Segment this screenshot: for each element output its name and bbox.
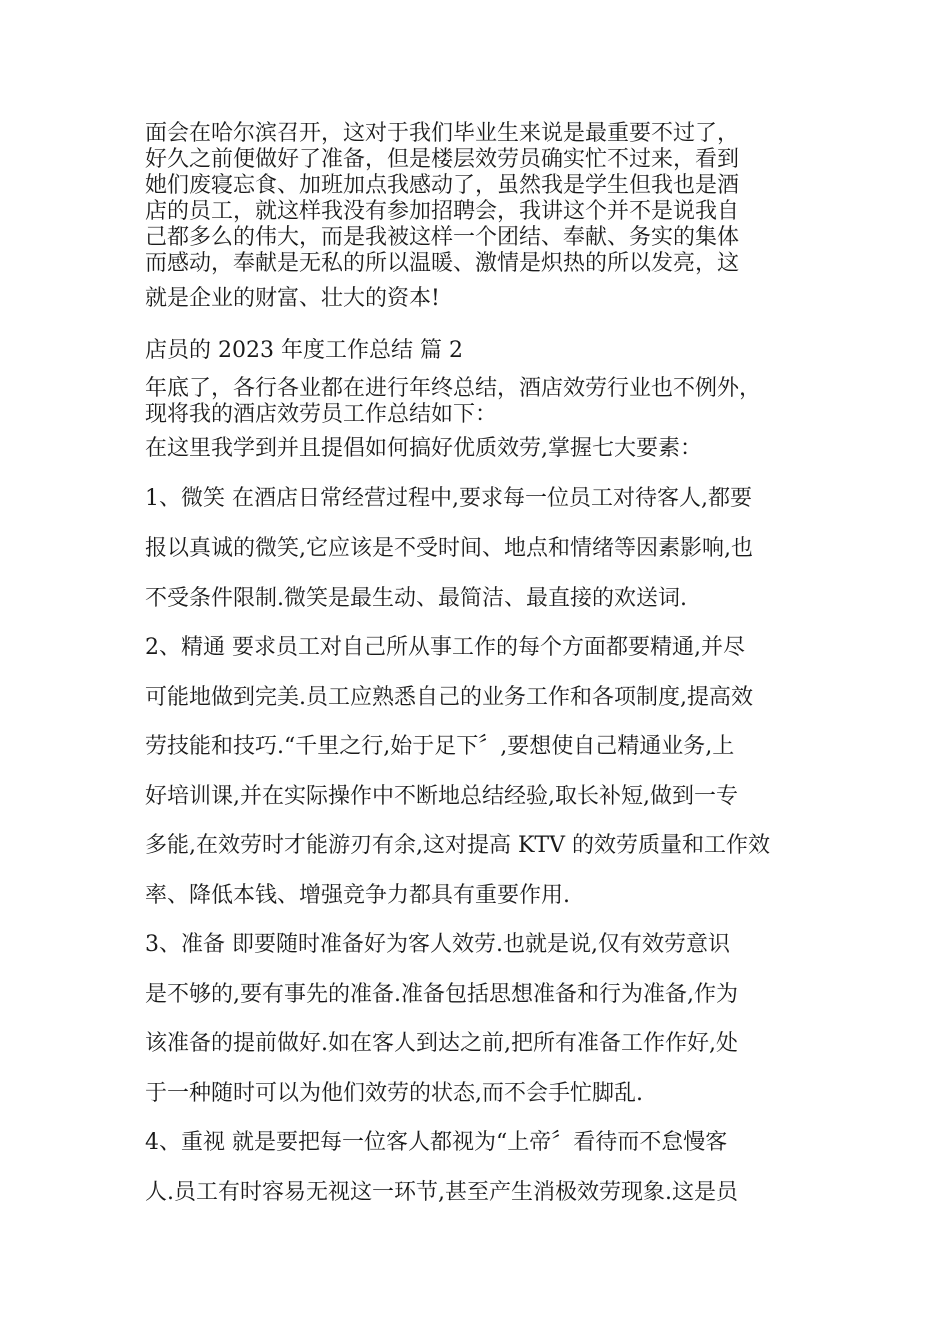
item2-line-4: 好培训课,并在实际操作中不断地总结经验,取长补短,做到一专: [145, 784, 738, 809]
item1-line-3: 不受条件限制.微笑是最生动、最简洁、最直接的欢送词.: [145, 586, 687, 611]
item4-line-1: 4、重视 就是要把每一位客人都视为“上帝〞看待而不怠慢客: [145, 1130, 728, 1155]
item3-line-3: 该准备的提前做好.如在客人到达之前,把所有准备工作作好,处: [145, 1031, 738, 1056]
opening-line-1: 年底了，各行各业都在进行年终总结，酒店效劳行业也不例外，: [145, 376, 762, 401]
item2-line-1: 2、精通 要求员工对自己所从事工作的每个方面都要精通,并尽: [145, 635, 745, 660]
intro-line-6: 而感动，奉献是无私的所以温暖、激情是炽热的所以发亮，这: [145, 251, 740, 276]
item2-line-6: 率、降低本钱、增强竞争力都具有重要作用.: [145, 883, 570, 908]
opening-line-2: 现将我的酒店效劳员工作总结如下：: [145, 402, 498, 427]
intro-line-3: 她们废寝忘食、加班加点我感动了，虽然我是学生但我也是酒: [145, 173, 740, 198]
item2-line-2: 可能地做到完美.员工应熟悉自己的业务工作和各项制度,提高效: [145, 685, 753, 710]
item3-line-2: 是不够的,要有事先的准备.准备包括思想准备和行为准备,作为: [145, 982, 738, 1007]
item2-line-3: 劳技能和技巧.“千里之行,始于足下〞,要想使自己精通业务,上: [145, 734, 735, 759]
intro-line-7: 就是企业的财富、壮大的资本!: [145, 286, 440, 311]
item3-line-4: 于一种随时可以为他们效劳的状态,而不会手忙脚乱.: [145, 1081, 643, 1106]
intro-line-2: 好久之前便做好了准备，但是楼层效劳员确实忙不过来，看到: [145, 147, 740, 172]
item3-line-1: 3、准备 即要随时准备好为客人效劳.也就是说,仅有效劳意识: [145, 932, 730, 957]
item1-line-2: 报以真诚的微笑,它应该是不受时间、地点和情绪等因素影响,也: [145, 536, 753, 561]
item1-line-1: 1、微笑 在酒店日常经营过程中,要求每一位员工对待客人,都要: [145, 486, 752, 511]
intro-line-4: 店的员工，就这样我没有参加招聘会，我讲这个并不是说我自: [145, 199, 740, 224]
intro-statement: 在这里我学到并且提倡如何搞好优质效劳,掌握七大要素：: [145, 436, 702, 461]
intro-line-5: 己都多么的伟大，而是我被这样一个团结、奉献、务实的集体: [145, 225, 740, 250]
item2-line-5: 多能,在效劳时才能游刃有余,这对提高 KTV 的效劳质量和工作效: [145, 833, 770, 858]
intro-line-1: 面会在哈尔滨召开，这对于我们毕业生来说是最重要不过了，: [145, 121, 740, 146]
section-heading: 店员的 2023 年度工作总结 篇 2: [145, 338, 463, 363]
item4-line-2: 人.员工有时容易无视这一环节,甚至产生消极效劳现象.这是员: [145, 1180, 738, 1205]
